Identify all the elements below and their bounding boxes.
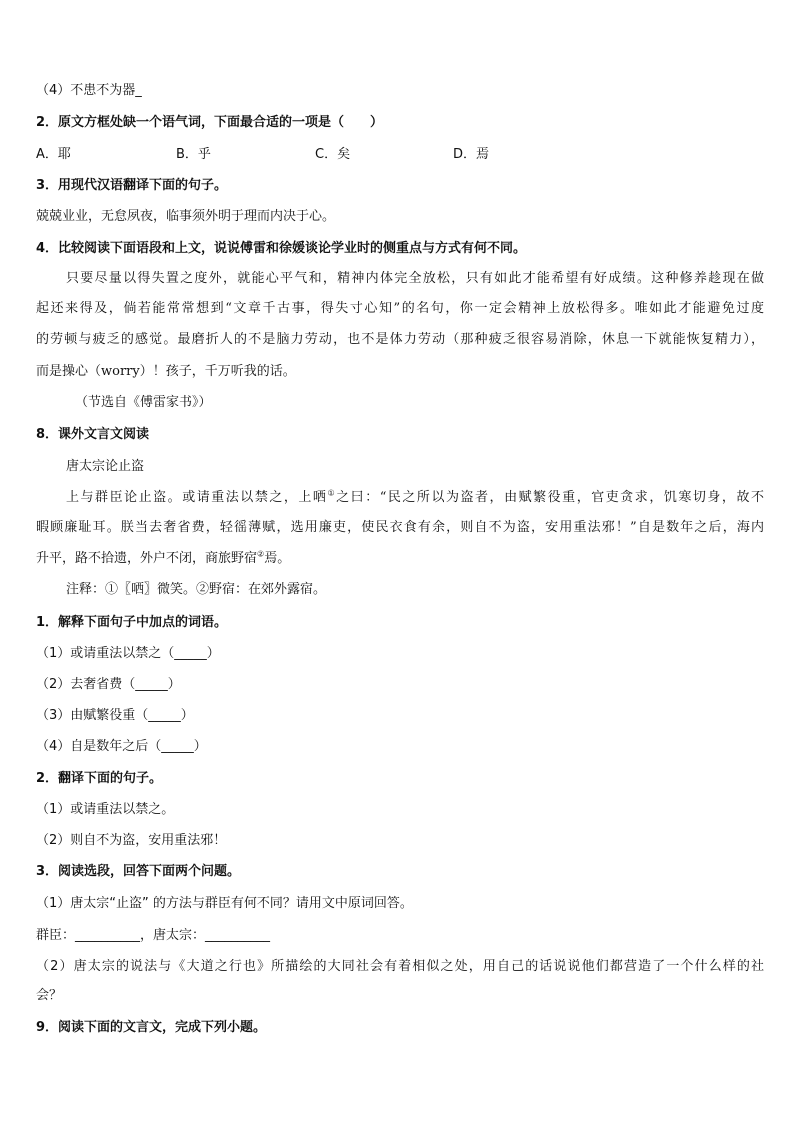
sub-question-4: （4）不患不为器_ — [36, 83, 142, 98]
passage-1-source: （节选自《傅雷家书》） — [75, 395, 212, 410]
question-8-text: 8．课外文言文阅读 — [36, 427, 150, 442]
passage-2-line-2: 暇顾廉耻耳。朕当去奢省费，轻徭薄赋，选用廉吏，使民衣食有余，则自不为盗，安用重法邪！”自是数年之后，海内 — [36, 520, 764, 535]
question-9-text: 9．阅读下面的文言文，完成下列小题。 — [36, 1020, 267, 1035]
translate-sentence: 兢兢业业，无怠夙夜，临事须外明于理而内决于心。 — [36, 209, 336, 224]
question-4-text: 4．比较阅读下面语段和上文，说说傅雷和徐媛谈论学业时的侧重点与方式有何不同。 — [36, 241, 527, 256]
option-a: A．耶 — [36, 147, 71, 162]
sub-question-1-item-2: （2）去奢省费（_____） — [36, 677, 181, 692]
option-d: D．焉 — [453, 147, 490, 162]
sub-question-1-item-3: （3）由赋繁役重（_____） — [36, 708, 194, 723]
sub-question-1-item-4: （4）自是数年之后（_____） — [36, 739, 207, 754]
question-9-heading — [36, 1019, 764, 1037]
passage-2-note: 注释：①〖哂〗微笑。②野宿：在郊外露宿。 — [66, 582, 327, 597]
passage-2-line-1 — [66, 489, 764, 507]
passage-2-line-1-b: 之曰：“民之所以为盗者，由赋繁役重，官吏贪求，饥寒切身，故不 — [336, 490, 764, 505]
sub-question-3-item-2-line-2: 会？ — [36, 988, 63, 1003]
sub-question-1-item-1: （1）或请重法以禁之（_____） — [36, 646, 220, 661]
sub-question-3-heading — [36, 863, 764, 881]
question-3-heading — [36, 177, 764, 195]
question-2-heading — [36, 114, 764, 132]
passage-1-line-4: 而是操心（worry）！孩子，千万听我的话。 — [36, 364, 296, 379]
question-8-heading — [36, 426, 764, 444]
passage-1-line-1: 只要尽量以得失置之度外，就能心平气和，精神内体完全放松，只有如此才能希望有好成绩。这种修养趁现在做 — [66, 271, 764, 286]
passage-2-line-3 — [36, 550, 764, 568]
passage-1-line-2: 起还来得及，倘若能常常想到“文章千古事，得失寸心知”的名句，你一定会精神上放松得多。唯如此才能避免过度 — [36, 301, 764, 316]
sub-question-2-text: 2．翻译下面的句子。 — [36, 771, 163, 786]
sub-question-2-heading — [36, 770, 764, 788]
passage-2-line-3-b: 焉。 — [264, 551, 291, 566]
answer-blanks: 群臣：__________，唐太宗：__________ — [36, 928, 271, 943]
passage-1-line-3: 的劳顿与疲乏的感觉。最磨折人的不是脑力劳动，也不是体力劳动（那种疲乏很容易消除，休息一下就能恢复精力）， — [36, 332, 764, 347]
question-2-text: 2．原文方框处缺一个语气词，下面最合适的一项是（ ） — [36, 115, 384, 130]
option-b: B．乎 — [176, 147, 211, 162]
sub-question-1-text: 1．解释下面句子中加点的词语。 — [36, 615, 228, 630]
sub-question-3-item-2-line-1: （2）唐太宗的说法与《大道之行也》所描绘的大同社会有着相似之处，用自己的话说说他们都营造了一个什么样的社 — [36, 959, 764, 974]
sub-question-2-item-1: （1）或请重法以禁之。 — [36, 802, 175, 817]
passage-2-title: 唐太宗论止盗 — [66, 459, 145, 474]
option-c: C．矣 — [315, 147, 351, 162]
passage-2-line-3-a: 升平，路不拾遗，外户不闭，商旅野宿 — [36, 551, 258, 566]
question-4-heading — [36, 240, 764, 258]
sub-question-3-item-1: （1）唐太宗“止盗” 的方法与群臣有何不同？请用文中原词回答。 — [36, 896, 413, 911]
question-3-text: 3．用现代汉语翻译下面的句子。 — [36, 178, 228, 193]
sub-question-1-heading — [36, 614, 764, 632]
sub-question-2-item-2: （2）则自不为盗，安用重法邪！ — [36, 833, 227, 848]
footnote-marker-1: ① — [327, 488, 337, 498]
footnote-marker-2: ② — [257, 549, 265, 559]
sub-question-3-text: 3．阅读选段，回答下面两个问题。 — [36, 864, 241, 879]
passage-2-line-1-a: 上与群臣论止盗。或请重法以禁之，上哂 — [66, 490, 328, 505]
